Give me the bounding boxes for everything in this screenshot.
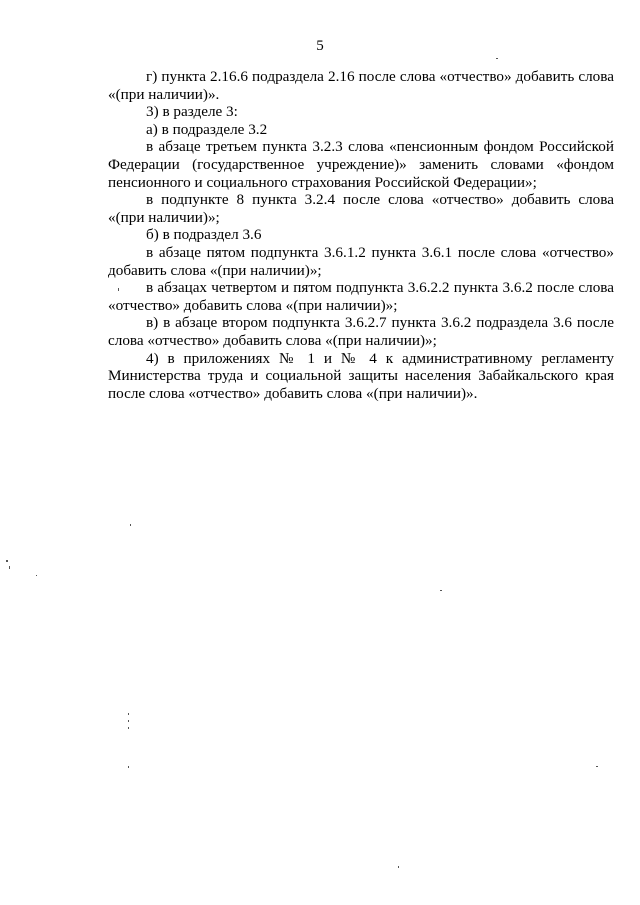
paragraph-2: 3) в разделе 3: [146, 103, 238, 121]
page-number: 5 [316, 38, 324, 54]
scan-speck [118, 288, 119, 291]
paragraph-7: в абзаце пятом подпункта 3.6.1.2 пункта 3.6.1 после слова «отчество» добавить слова «(при наличии)»; [108, 243, 614, 279]
scan-speck [128, 720, 129, 722]
scan-speck [9, 566, 10, 569]
scan-speck [128, 727, 129, 729]
scan-speck [496, 58, 498, 59]
paragraph-10: 4) в приложениях № 1 и № 4 к административному регламенту Министерства труда и социальной защиты населения Забайкальского края после слова «отчество» добавить слова «(при наличии)». [108, 349, 614, 402]
paragraph-4: в абзаце третьем пункта 3.2.3 слова «пенсионным фондом Российской Федерации (государственное учреждение)» заменить словами «фондом пенсионного и социального страхования Российской Федерации»; [108, 138, 614, 191]
scan-speck [128, 713, 129, 715]
paragraph-9: в) в абзаце втором подпункта 3.6.2.7 пункта 3.6.2 подраздела 3.6 после слова «отчество» добавить слова «(при наличии)»; [108, 314, 614, 349]
paragraph-8: в абзацах четвертом и пятом подпункта 3.6.2.2 пункта 3.6.2 после слова «отчество» добавить слова «(при наличии)»; [108, 279, 614, 314]
scan-speck [130, 524, 131, 526]
document-body [108, 68, 614, 402]
paragraph-6: б) в подраздел 3.6 [146, 226, 262, 244]
scan-speck [6, 560, 8, 562]
scan-speck [128, 766, 129, 768]
scan-speck [596, 766, 598, 767]
scan-speck [440, 590, 442, 591]
scan-speck [36, 575, 37, 576]
paragraph-5: в подпункте 8 пункта 3.2.4 после слова «отчество» добавить слова «(при наличии)»; [108, 191, 614, 226]
scan-speck [398, 866, 399, 868]
paragraph-3: а) в подразделе 3.2 [146, 120, 268, 138]
paragraph-1: г) пункта 2.16.6 подраздела 2.16 после слова «отчество» добавить слова «(при наличии)». [108, 68, 614, 103]
